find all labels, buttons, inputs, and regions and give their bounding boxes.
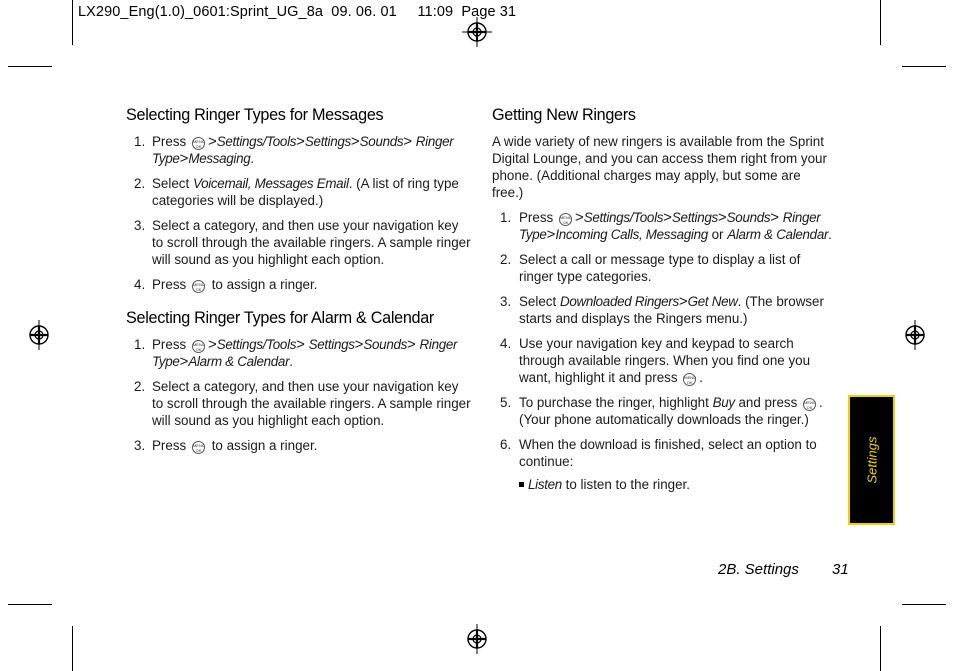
footer-section: 2B. Settings <box>718 561 799 578</box>
section-tab <box>848 395 895 525</box>
crop-mark <box>8 66 52 67</box>
crop-mark <box>72 626 73 671</box>
list-item: 1. Press MENU OK >Settings/Tools>Settings>Sounds> Ringer Type>Incoming Calls, Messaging or Alarm & Calendar. <box>500 209 832 243</box>
list-item: 4. Use your navigation key and keypad to search through available ringers. When you find one you want, highlight it and press MENU OK . <box>500 336 811 385</box>
list-item: 5. To purchase the ringer, highlight Buy and press MENU OK . (Your phone automatically downloads the ringer.) <box>500 395 823 427</box>
crop-mark <box>72 0 73 45</box>
print-slug: LX290_Eng(1.0)_0601:Sprint_UG_8a 09. 06. 01 11:09 Page 31 <box>78 4 517 20</box>
list-item: 1. Press MENU OK >Settings/Tools>Settings>Sounds> Ringer Type>Messaging. <box>134 133 454 167</box>
registration-mark-icon <box>462 17 492 47</box>
menu-ok-key-icon: MENU OK <box>192 139 205 149</box>
list-item: 1. Press MENU OK >Settings/Tools> Settings>Sounds> Ringer Type>Alarm & Calendar. <box>134 336 458 370</box>
registration-mark-icon <box>462 624 492 654</box>
crop-mark <box>902 604 946 605</box>
menu-ok-key-icon: MENU OK <box>684 375 697 385</box>
steps-list <box>126 336 471 454</box>
list-item: 3. Press MENU OK to assign a ringer. <box>134 438 318 453</box>
section-heading: Selecting Ringer Types for Alarm & Calendar <box>126 309 435 327</box>
crop-mark <box>880 0 881 45</box>
steps-list <box>126 133 471 293</box>
list-item: 2. Select a category, and then use your navigation key to scroll through the available ringers. A sample ringer will sound as you highlight each option. <box>134 379 471 428</box>
list-item: 2. Select a call or message type to display a list of ringer type categories. <box>500 252 801 284</box>
list-item: 2. Select Voicemail, Messages Email. (A list of ring type categories will be displayed.) <box>134 176 459 208</box>
menu-ok-key-icon: MENU OK <box>559 215 572 225</box>
registration-mark-icon <box>24 320 54 350</box>
list-item: 4. Press MENU OK to assign a ringer. <box>134 277 318 292</box>
crop-mark <box>902 66 946 67</box>
intro-paragraph: A wide variety of new ringers is available from the Sprint Digital Lounge, and you can access them right from your phone. (Additional charges may apply, but some are free.) <box>492 134 827 200</box>
menu-ok-key-icon: MENU OK <box>192 342 205 352</box>
left-column <box>126 107 471 462</box>
section-heading: Selecting Ringer Types for Messages <box>126 106 384 124</box>
section-heading: Getting New Ringers <box>492 106 636 124</box>
bullet-item: Listen to listen to the ringer. <box>519 476 834 493</box>
list-item: 6. When the download is finished, select an option to continue: Listen to listen to the ringer. <box>492 436 834 493</box>
right-column <box>492 107 834 501</box>
menu-ok-key-icon: MENU OK <box>192 282 205 292</box>
list-item: 3. Select a category, and then use your navigation key to scroll through the available ringers. A sample ringer will sound as you highlight each option. <box>134 218 471 267</box>
page-number: 31 <box>832 561 849 578</box>
section-tab-label: Settings <box>864 436 879 484</box>
crop-mark <box>880 626 881 671</box>
menu-ok-key-icon: MENU OK <box>804 400 816 410</box>
bullet-square-icon <box>519 482 524 487</box>
steps-list <box>492 209 834 493</box>
list-item: 3. Select Downloaded Ringers>Get New. (The browser starts and displays the Ringers menu.) <box>500 293 824 326</box>
registration-mark-icon <box>900 320 930 350</box>
crop-mark <box>8 604 52 605</box>
menu-ok-key-icon: MENU OK <box>192 443 205 453</box>
